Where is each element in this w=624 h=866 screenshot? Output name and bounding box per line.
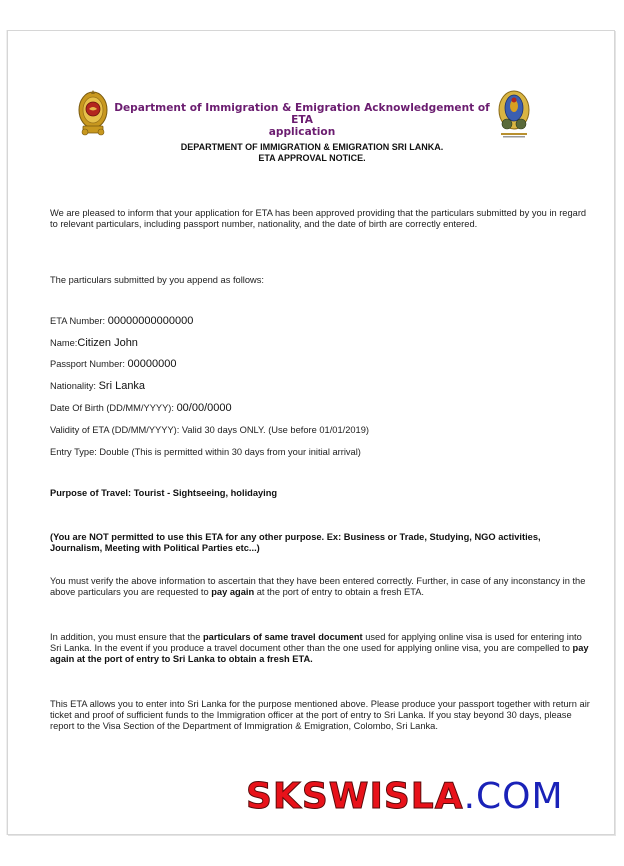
passport-row (50, 358, 176, 370)
immigration-department-emblem-icon (497, 88, 531, 140)
same-document-bold-1: particulars of same travel document (202, 632, 363, 642)
document-subtitle (0, 142, 624, 164)
verify-paragraph (50, 576, 595, 598)
passport-value: 00000000 (127, 358, 177, 370)
name-label: Name: (50, 338, 78, 348)
same-document-paragraph (50, 632, 595, 665)
eta-number-value: 00000000000000 (107, 315, 194, 327)
particulars-heading: The particulars submitted by you append as follows: (50, 275, 264, 285)
nationality-label: Nationality: (50, 381, 99, 391)
subtitle-line-2: ETA APPROVAL NOTICE. (258, 153, 366, 163)
sri-lanka-emblem-icon (77, 88, 109, 138)
same-document-text-2: used for applying online visa is used for entering into Sri Lanka. In the event if you produce a travel document other than the one used for applying online visa, you are compelled to (50, 632, 582, 653)
watermark-blue: .COM (463, 776, 564, 817)
dob-row (50, 402, 232, 414)
same-document-text-1: In addition, you must ensure that the (50, 632, 203, 642)
same-document-bold-2: pay again at the port of entry to Sri Lanka to obtain a fresh ETA. (50, 643, 589, 664)
purpose-restriction: (You are NOT permitted to use this ETA for any other purpose. Ex: Business or Trade, Studying, NGO activities, Journalism, Meeting with Political Parties etc...) (50, 532, 541, 553)
title-line-2: application (268, 126, 336, 138)
dob-value: 00/00/0000 (176, 402, 232, 414)
watermark-logo (246, 776, 564, 817)
intro-paragraph: We are pleased to inform that your application for ETA has been approved providing that the particulars submitted by you in regard to relevant particulars, including passport number, nationality, and the date of birth are correctly entered. (50, 208, 587, 229)
dob-label: Date Of Birth (DD/MM/YYYY): (50, 403, 177, 413)
watermark-red: SKSWISLA (246, 776, 464, 817)
nationality-value: Sri Lanka (98, 380, 146, 392)
subtitle-line-1: DEPARTMENT OF IMMIGRATION & EMIGRATION SRI LANKA. (180, 142, 444, 152)
verify-text-2: at the port of entry to obtain a fresh ETA. (254, 587, 424, 597)
purpose-of-travel: Purpose of Travel: Tourist - Sightseeing, holidaying (50, 488, 278, 498)
verify-bold: pay again (211, 587, 255, 597)
closing-paragraph: This ETA allows you to enter into Sri Lanka for the purpose mentioned above. Please produce your passport together with return air ticket and proof of sufficient funds to the Immigration officer at the port of entry to Sri Lanka. If you stay beyond 30 days, please report to the Visa Section of the Department of Immigration & Emigration, Colombo, Sri Lanka. (50, 699, 590, 731)
title-line-1: Department of Immigration & Emigration Acknowledgement of ETA (114, 102, 490, 126)
name-row (50, 337, 138, 349)
passport-label: Passport Number: (50, 359, 128, 369)
page-title (112, 102, 492, 138)
eta-number-row (50, 315, 193, 327)
verify-text-1: You must verify the above information to ascertain that they have been entered correctly. Further, in case of any inconstancy in the above particulars you are requested to (50, 576, 586, 597)
name-value: Citizen John (77, 337, 138, 349)
nationality-row (50, 380, 145, 392)
validity-row: Validity of ETA (DD/MM/YYYY): Valid 30 days ONLY. (Use before 01/01/2019) (50, 425, 369, 435)
entry-type-row: Entry Type: Double (This is permitted within 30 days from your initial arrival) (50, 447, 361, 457)
eta-number-label: ETA Number: (50, 316, 108, 326)
